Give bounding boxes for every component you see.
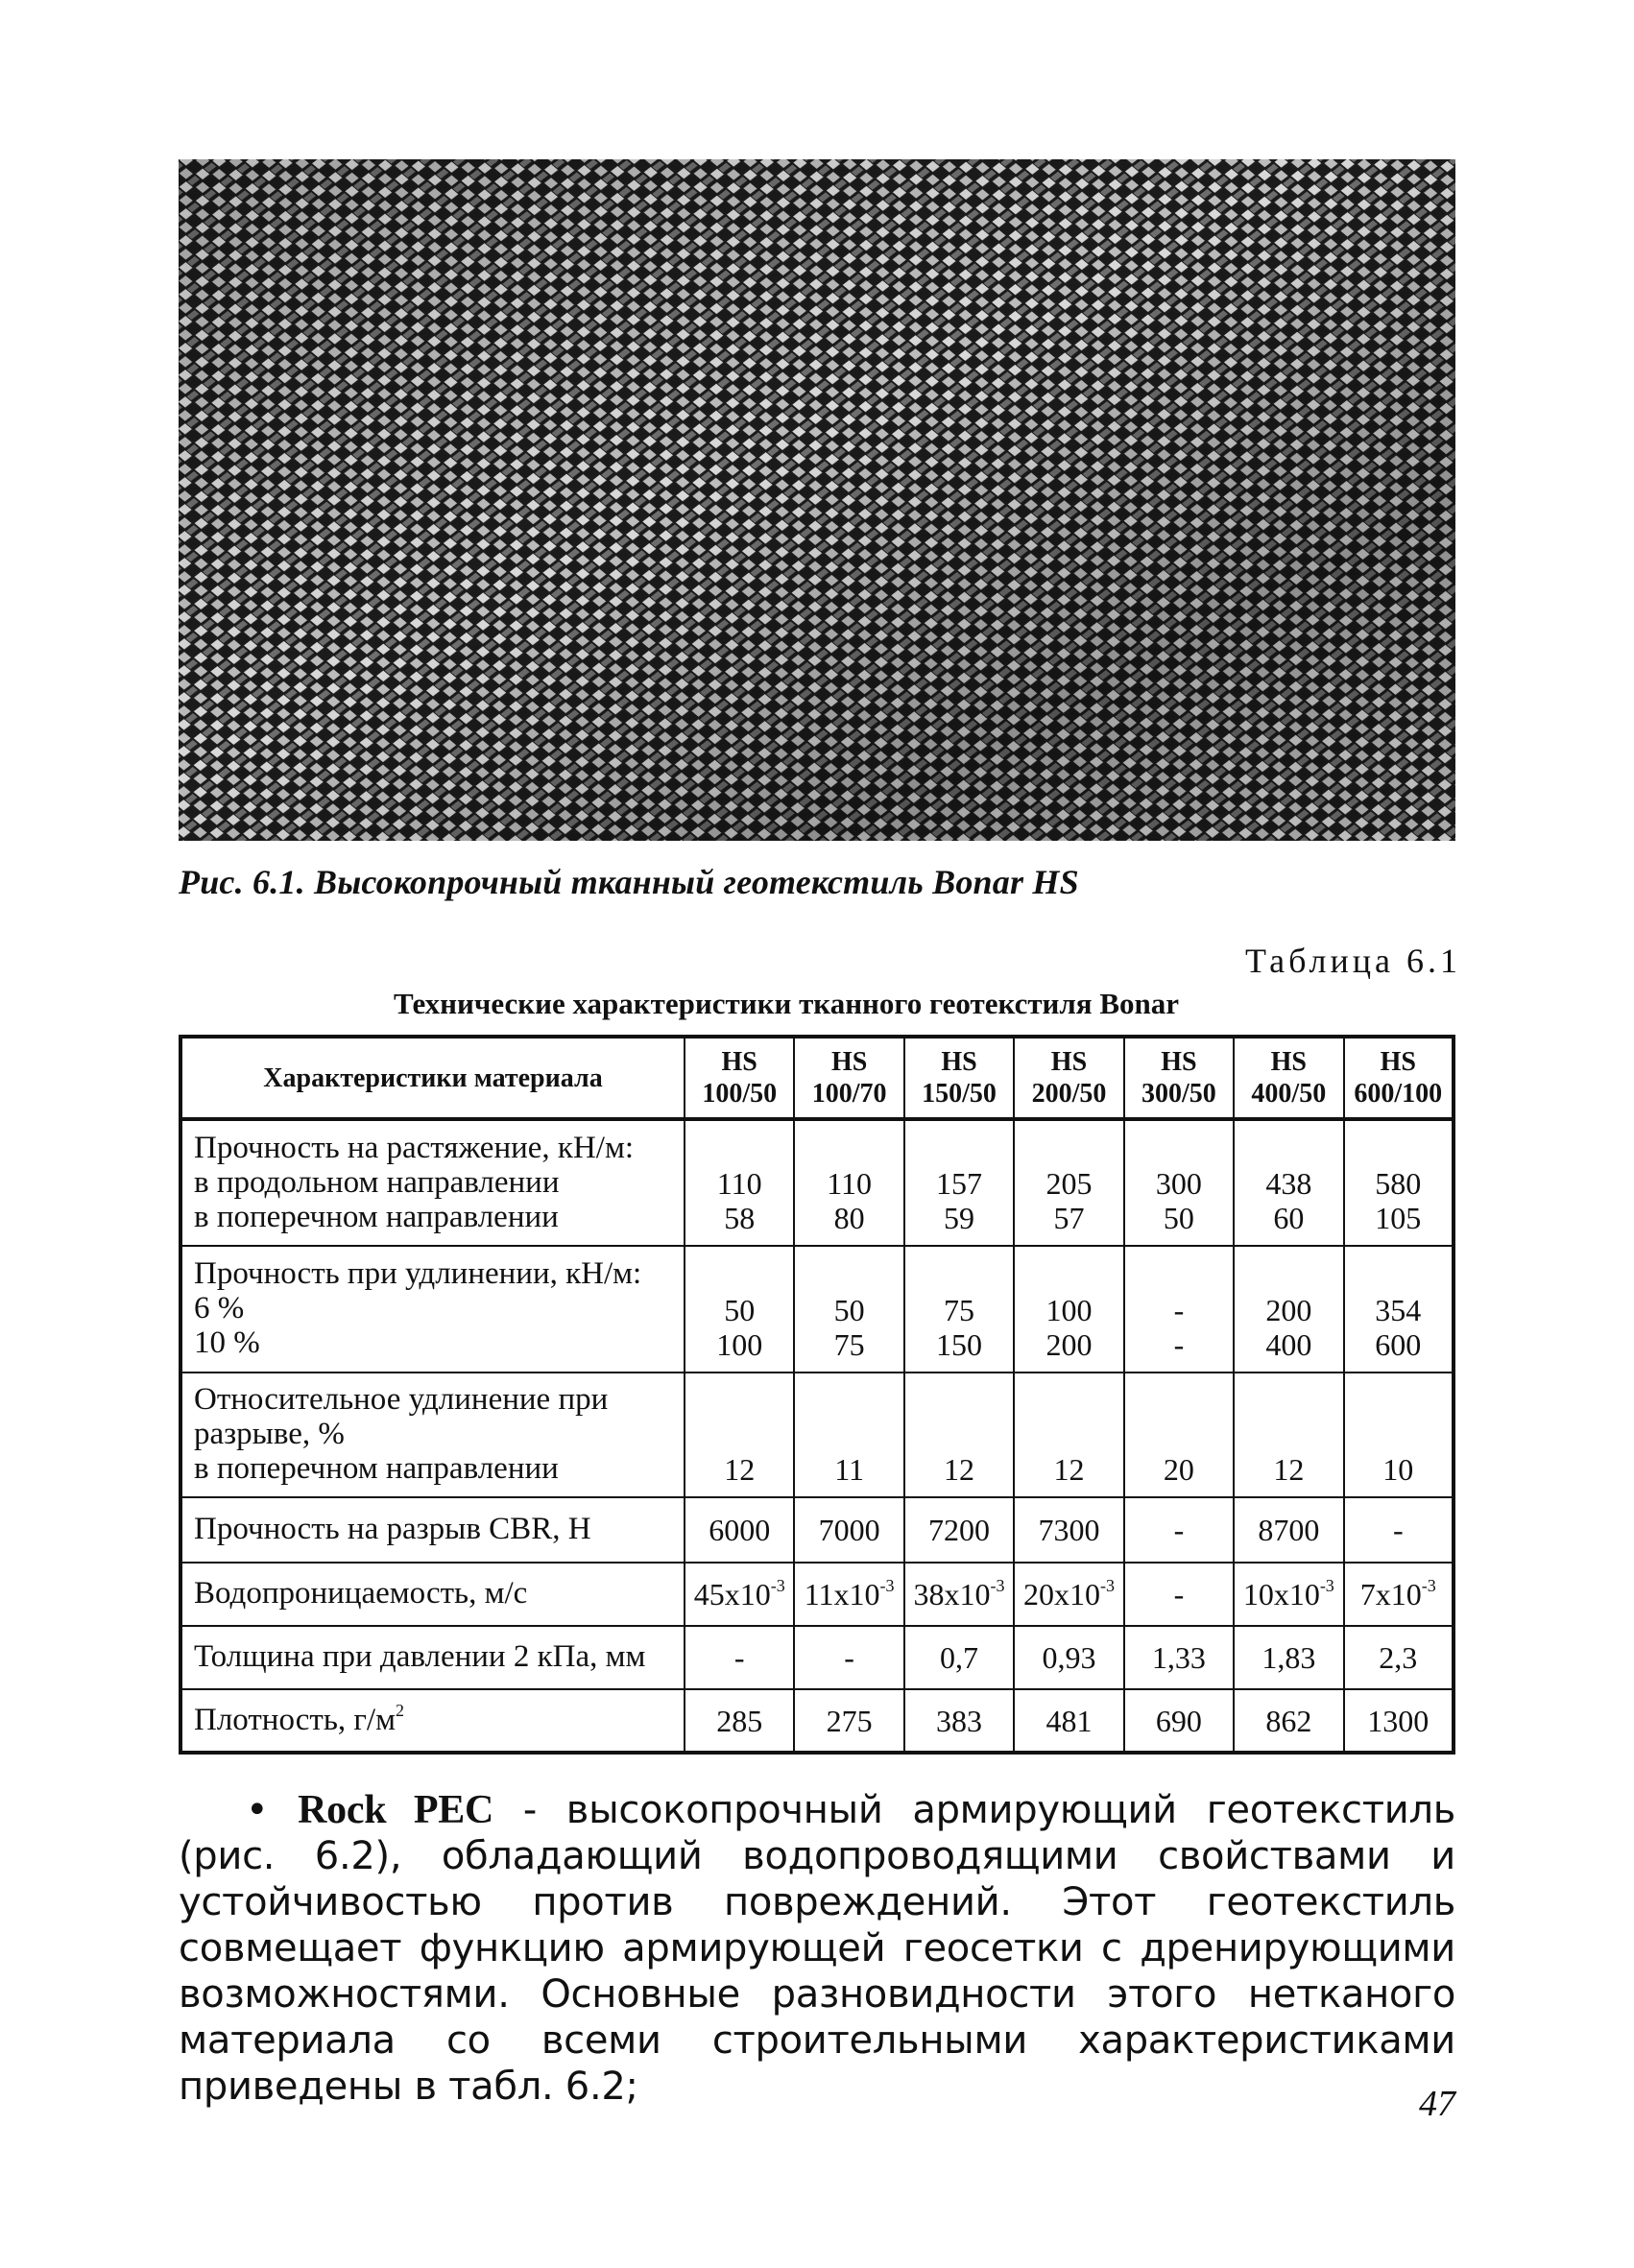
table-cell: 580 105 [1344,1119,1454,1246]
header-column: HS 100/70 [794,1037,903,1119]
table-cell: $7x10^{-3}$ [1344,1563,1454,1626]
table-cell: 2,3 [1344,1626,1454,1689]
table-header-row [180,1037,1454,1119]
table-cell: 50 100 [685,1246,794,1373]
table-cell: 12 [904,1373,1014,1497]
table-cell: 438 60 [1234,1119,1343,1246]
header-column: HS 600/100 [1344,1037,1454,1119]
row-label: Толщина при давлении 2 кПа, мм [180,1626,685,1689]
table-cell: 110 80 [794,1119,903,1246]
table-cell: 7000 [794,1497,903,1563]
body-paragraph [179,1787,1455,2110]
table-row [180,1689,1454,1753]
row-label: Прочность на разрыв CBR, Н [180,1497,685,1563]
table-cell: 110 58 [685,1119,794,1246]
table-cell: - - [1124,1246,1234,1373]
table-number: Таблица 6.1 [1245,942,1461,980]
table-cell: 7300 [1014,1497,1123,1563]
table-cell: 205 57 [1014,1119,1123,1246]
table-cell: 481 [1014,1689,1123,1753]
header-column: HS 200/50 [1014,1037,1123,1119]
table-cell: 50 75 [794,1246,903,1373]
table-cell: 275 [794,1689,903,1753]
table-cell: 1,33 [1124,1626,1234,1689]
table-cell: $11x10^{-3}$ [794,1563,903,1626]
table-row [180,1373,1454,1497]
table-cell: 10 [1344,1373,1454,1497]
specifications-table [179,1035,1455,1755]
table-cell: - [794,1626,903,1689]
table-row [180,1497,1454,1563]
table-cell: 862 [1234,1689,1343,1753]
table-cell: 383 [904,1689,1014,1753]
figure-caption: Рис. 6.1. Высокопрочный тканный геотекстиль Bonar HS [179,863,1079,901]
row-label: Прочность на растяжение, кН/м: в продольном направлении в поперечном направлении [180,1119,685,1246]
table-cell: 285 [685,1689,794,1753]
table-cell: 8700 [1234,1497,1343,1563]
table-cell: 0,93 [1014,1626,1123,1689]
geotextile-photo [179,159,1455,841]
table-cell: - [1124,1563,1234,1626]
table-cell: - [1124,1497,1234,1563]
row-label: Водопроницаемость, м/с [180,1563,685,1626]
header-label: Характеристики материала [180,1037,685,1119]
table-cell: 157 59 [904,1119,1014,1246]
table-row [180,1563,1454,1626]
table-cell: 12 [1234,1373,1343,1497]
header-column: HS 150/50 [904,1037,1014,1119]
table-row [180,1626,1454,1689]
header-column: HS 400/50 [1234,1037,1343,1119]
paragraph-text: - высокопрочный армирующий геотекстиль (рис. 6.2), обладающий водопроводящими свойствами и устойчивостью против повреждений. Этот геотекстиль совмещает функцию армирующей геосетки с дренирующими возможностями. Основные разновидности этого нетканого материала со всеми строительными характеристиками приведены в табл. 6.2; [179,1788,1455,2109]
page-number: 47 [1419,2084,1455,2124]
bullet: • [246,1788,269,1832]
table-cell: 11 [794,1373,903,1497]
table-cell: - [685,1626,794,1689]
table-cell: 100 200 [1014,1246,1123,1373]
row-label: Прочность при удлинении, кН/м: 6 % 10 % [180,1246,685,1373]
table-cell: 300 50 [1124,1119,1234,1246]
table-cell: $45x10^{-3}$ [685,1563,794,1626]
row-label: Плотность, $г/м^2$ [180,1689,685,1753]
table-cell: $38x10^{-3}$ [904,1563,1014,1626]
table-row [180,1246,1454,1373]
header-column: HS 100/50 [685,1037,794,1119]
row-label: Относительное удлинение при разрыве, % в поперечном направлении [180,1373,685,1497]
table-cell: $20x10^{-3}$ [1014,1563,1123,1626]
table-cell: 20 [1124,1373,1234,1497]
table-cell: 200 400 [1234,1246,1343,1373]
table-cell: 12 [1014,1373,1123,1497]
table-cell: 354 600 [1344,1246,1454,1373]
table-cell: 75 150 [904,1246,1014,1373]
table-cell: 1300 [1344,1689,1454,1753]
table-cell: 12 [685,1373,794,1497]
table-row [180,1119,1454,1246]
table-cell: - [1344,1497,1454,1563]
header-column: HS 300/50 [1124,1037,1234,1119]
table-title: Технические характеристики тканного геотекстиля Bonar [394,987,1180,1020]
table-cell: $10x10^{-3}$ [1234,1563,1343,1626]
table-cell: 7200 [904,1497,1014,1563]
table-cell: 1,83 [1234,1626,1343,1689]
table-cell: 6000 [685,1497,794,1563]
table-cell: 690 [1124,1689,1234,1753]
term: Rock PEC [298,1788,493,1832]
table-cell: 0,7 [904,1626,1014,1689]
